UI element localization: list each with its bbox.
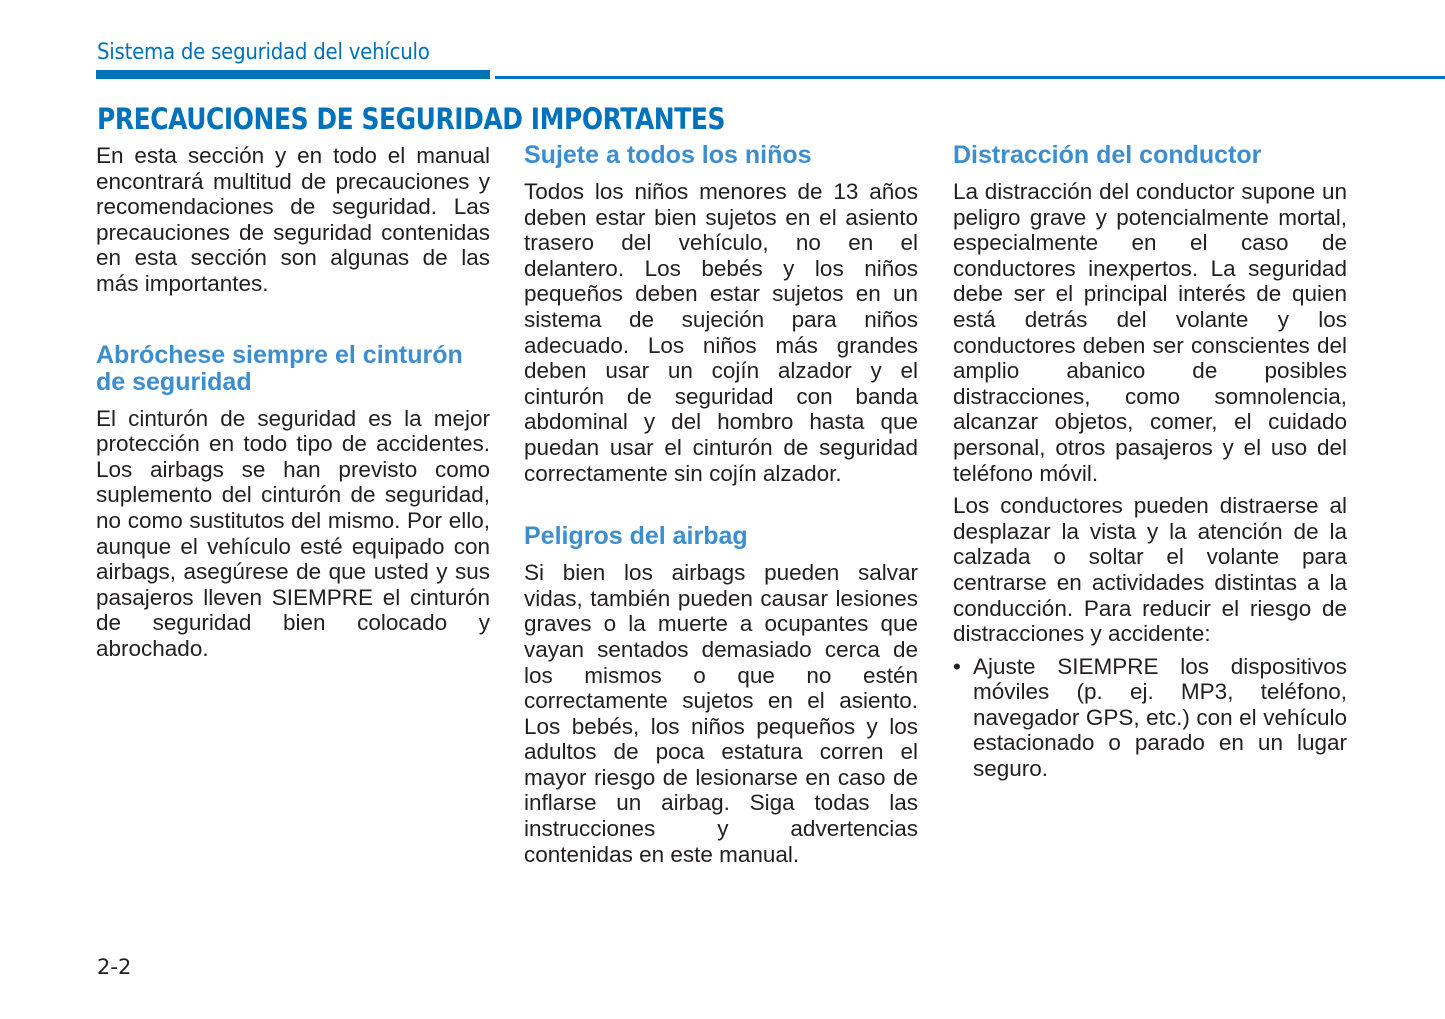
bullet-icon: • <box>953 653 961 679</box>
bullet-text: Ajuste SIEMPRE los dispositivos móviles (p. ej. MP3, teléfono, navegador GPS, etc.) con el vehículo estacionado o parado en un lugar seguro. <box>973 653 1347 782</box>
distraction-paragraph-1: La distracción del conductor supone un peligro grave y potencialmente mortal, especialmente en el caso de conductores inexpertos. La seguridad debe ser el principal interés de quien está detrás del volante y los conductores deben ser conscientes del amplio abanico de posibles distracciones, como somnolencia, alcanzar objetos, comer, el cuidado personal, otros pasajeros y el uso del teléfono móvil. <box>953 179 1347 486</box>
header-rule <box>495 76 1445 79</box>
section-header: Sistema de seguridad del vehículo <box>97 40 430 65</box>
airbag-paragraph: Si bien los airbags pueden salvar vidas, también pueden causar lesiones graves o la muerte a ocupantes que vayan sentados demasiado cerca de los mismos o que no estén correctamente sujetos en el asiento. Los bebés, los niños pequeños y los adultos de poca estatura corren el mayor riesgo de lesionarse en caso de inflarse un airbag. Siga todas las instrucciones y advertencias contenidas en este manual. <box>524 560 918 867</box>
heading-children: Sujete a todos los niños <box>524 141 812 169</box>
seatbelt-paragraph: El cinturón de seguridad es la mejor protección en todo tipo de accidentes. Los airbags se han previsto como suplemento del cinturón de seguridad, no como sustitutos del mismo. Por ello, aunque el vehículo esté equipado con airbags, asegúrese de que usted y sus pasajeros lleven SIEMPRE el cinturón de seguridad bien colocado y abrochado. <box>96 405 490 661</box>
bullet-item <box>953 654 1347 782</box>
column-3 <box>953 142 1347 782</box>
page-title: PRECAUCIONES DE SEGURIDAD IMPORTANTES <box>97 102 725 136</box>
column-1 <box>96 143 490 669</box>
header-bar <box>96 70 490 79</box>
heading-distraction: Distracción del conductor <box>953 141 1262 169</box>
heading-seatbelt: Abróchese siempre el cinturón de seguridad <box>96 340 463 396</box>
heading-airbag: Peligros del airbag <box>524 522 748 551</box>
children-paragraph: Todos los niños menores de 13 años deben estar bien sujetos en el asiento trasero del vehículo, no en el delantero. Los bebés y los niños pequeños deben estar sujetos en un sistema de sujeción para niños adecuado. Los niños más grandes deben usar un cojín alzador y el cinturón de seguridad con banda abdominal y del hombro hasta que puedan usar el cinturón de seguridad correctamente sin cojín alzador. <box>524 179 918 486</box>
intro-paragraph: En esta sección y en todo el manual encontrará multitud de precauciones y recomendaciones de seguridad. Las precauciones de seguridad contenidas en esta sección son algunas de las más importantes. <box>96 143 490 296</box>
distraction-paragraph-2: Los conductores pueden distraerse al desplazar la vista y la atención de la calzada o soltar el volante para centrarse en actividades distintas a la conducción. Para reducir el riesgo de distracciones y accidente: <box>953 493 1347 647</box>
column-2 <box>524 142 918 874</box>
page-number: 2-2 <box>97 955 132 979</box>
